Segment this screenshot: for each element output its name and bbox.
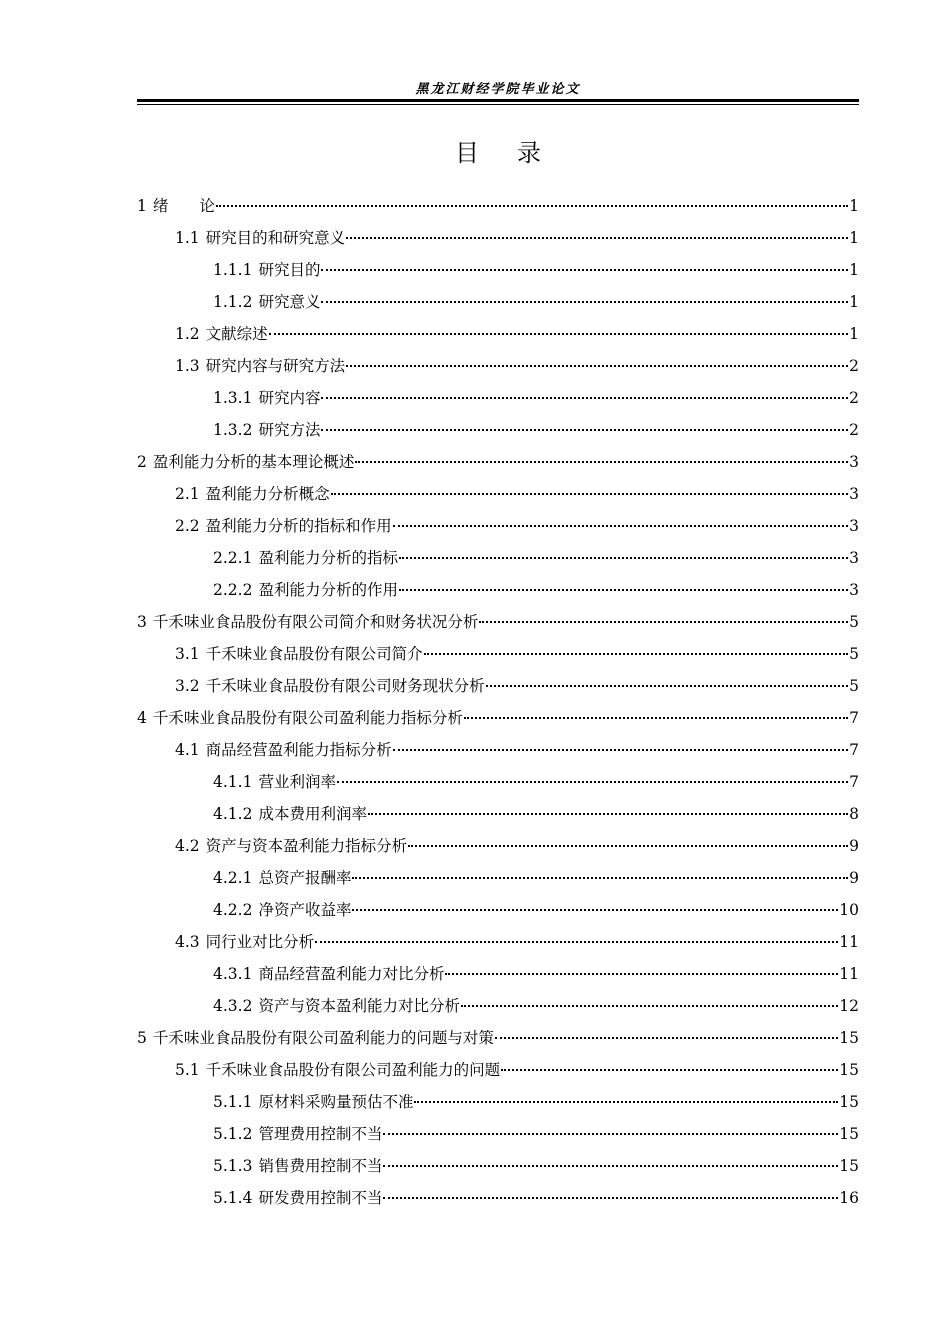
- toc-entry-page: 1: [849, 197, 859, 215]
- toc-entry-title: 盈利能力分析的指标和作用: [205, 517, 392, 535]
- toc-entry-text: [137, 702, 463, 734]
- toc-entry-text: [213, 958, 444, 990]
- toc-entry-number: 1.1: [175, 229, 200, 247]
- toc-entry[interactable]: [137, 638, 859, 670]
- toc-entry-number: 5.1.1: [213, 1093, 253, 1111]
- toc-dot-leader: [424, 652, 848, 655]
- toc-entry-page: 3: [849, 581, 859, 599]
- toc-entry-number: 3: [137, 613, 147, 631]
- toc-entry[interactable]: [137, 862, 859, 894]
- toc-entry-page: 5: [849, 613, 859, 631]
- toc-entry-number: 5.1.4: [213, 1189, 253, 1207]
- toc-entry-page: 15: [839, 1125, 859, 1143]
- toc-dot-leader: [501, 1068, 838, 1071]
- toc-dot-leader: [383, 1196, 838, 1199]
- toc-entry[interactable]: [137, 926, 859, 958]
- toc-entry-title: 净资产收益率: [258, 901, 352, 919]
- toc-entry-number: 1.1.2: [213, 293, 253, 311]
- toc-entry[interactable]: [137, 1182, 859, 1214]
- toc-entry-page: 11: [839, 965, 859, 983]
- toc-entry[interactable]: [137, 766, 859, 798]
- toc-entry-number: 4.3: [175, 933, 200, 951]
- toc-entry-title: 文献综述: [205, 325, 268, 343]
- toc-entry-page: 3: [849, 517, 859, 535]
- toc-dot-leader: [368, 812, 848, 815]
- toc-dot-leader: [479, 620, 848, 623]
- toc-entry[interactable]: [137, 414, 859, 446]
- toc-dot-leader: [346, 364, 848, 367]
- toc-entry-text: [213, 1118, 382, 1150]
- toc-entry[interactable]: [137, 478, 859, 510]
- toc-entry-page: 15: [839, 1157, 859, 1175]
- toc-entry-title: 销售费用控制不当: [258, 1157, 383, 1175]
- toc-entry-title: 研究方法: [258, 421, 321, 439]
- toc-dot-leader: [393, 748, 848, 751]
- toc-entry-page: 2: [849, 357, 859, 375]
- toc-entry-number: 4.1.1: [213, 773, 253, 791]
- toc-entry-number: 2: [137, 453, 147, 471]
- toc-entry-text: [213, 286, 320, 318]
- toc-dot-leader: [321, 300, 848, 303]
- toc-entry-text: [175, 734, 392, 766]
- toc-entry-title: 研究意义: [258, 293, 321, 311]
- toc-entry[interactable]: [137, 734, 859, 766]
- toc-entry[interactable]: [137, 1054, 859, 1086]
- toc-entry-number: 1.2: [175, 325, 200, 343]
- toc-entry[interactable]: [137, 1150, 859, 1182]
- toc-entry-number: 1.1.1: [213, 261, 253, 279]
- toc-entry-number: 1.3.2: [213, 421, 253, 439]
- toc-entry-text: [175, 350, 345, 382]
- toc-entry[interactable]: [137, 542, 859, 574]
- toc-entry[interactable]: [137, 254, 859, 286]
- toc-dot-leader: [399, 588, 848, 591]
- toc-entry-page: 7: [849, 773, 859, 791]
- toc-entry-title: 千禾味业食品股份有限公司财务现状分析: [205, 677, 485, 695]
- toc-dot-leader: [408, 844, 848, 847]
- toc-entry-text: [213, 1182, 382, 1214]
- toc-entry-page: 3: [849, 453, 859, 471]
- toc-entry-title: 盈利能力分析的指标: [258, 549, 398, 567]
- toc-entry-text: [175, 1054, 500, 1086]
- toc-entry-page: 9: [849, 837, 859, 855]
- toc-entry-title: 研究目的和研究意义: [205, 229, 346, 247]
- toc-entry-number: 4.3.2: [213, 997, 253, 1015]
- toc-entry[interactable]: [137, 958, 859, 990]
- toc-entry-page: 3: [849, 549, 859, 567]
- toc-entry-page: 8: [849, 805, 859, 823]
- toc-entry-title: 绪 论: [152, 197, 215, 215]
- toc-entry-text: [175, 638, 423, 670]
- toc-entry-page: 2: [849, 389, 859, 407]
- toc-entry-number: 5.1: [175, 1061, 200, 1079]
- toc-entry-title: 总资产报酬率: [258, 869, 352, 887]
- toc-entry-text: [137, 1022, 494, 1054]
- toc-entry-page: 1: [849, 293, 859, 311]
- toc-entry-number: 4.3.1: [213, 965, 253, 983]
- toc-entry-title: 研究内容与研究方法: [205, 357, 346, 375]
- toc-entry[interactable]: [137, 446, 859, 478]
- running-header: 黑龙江财经学院毕业论文: [415, 82, 581, 97]
- toc-entry-number: 4.2: [175, 837, 200, 855]
- toc-entry-page: 3: [849, 485, 859, 503]
- toc-dot-leader: [383, 1164, 838, 1167]
- toc-entry-page: 2: [849, 421, 859, 439]
- toc-entry-text: [213, 798, 367, 830]
- toc-entry-title: 盈利能力分析的作用: [258, 581, 398, 599]
- toc-entry-page: 12: [839, 997, 859, 1015]
- toc-entry-page: 15: [839, 1093, 859, 1111]
- toc-entry-text: [213, 990, 460, 1022]
- toc-entry-text: [213, 414, 320, 446]
- toc-entry-title: 资产与资本盈利能力指标分析: [205, 837, 408, 855]
- toc-entry[interactable]: [137, 222, 859, 254]
- toc-entry[interactable]: [137, 350, 859, 382]
- toc-entry-page: 5: [849, 645, 859, 663]
- toc-entry-text: [137, 606, 478, 638]
- toc-entry-text: [175, 510, 392, 542]
- toc-entry-title: 商品经营盈利能力指标分析: [205, 741, 392, 759]
- toc-entry-title: 研究内容: [258, 389, 321, 407]
- toc-entry-text: [137, 446, 354, 478]
- toc-entry-page: 1: [849, 229, 859, 247]
- table-of-contents: [137, 190, 859, 1214]
- toc-entry-number: 5: [137, 1029, 147, 1047]
- toc-dot-leader: [352, 908, 838, 911]
- toc-entry-title: 研发费用控制不当: [258, 1189, 383, 1207]
- toc-entry-page: 10: [839, 901, 859, 919]
- toc-entry-number: 4.1: [175, 741, 200, 759]
- toc-entry-title: 千禾味业食品股份有限公司盈利能力的问题与对策: [152, 1029, 494, 1047]
- toc-entry-number: 1.3.1: [213, 389, 253, 407]
- toc-entry[interactable]: [137, 1022, 859, 1054]
- toc-entry[interactable]: [137, 606, 859, 638]
- toc-entry[interactable]: [137, 286, 859, 318]
- toc-entry-text: [213, 1150, 382, 1182]
- toc-entry-title: 同行业对比分析: [205, 933, 315, 951]
- toc-entry-title: 千禾味业食品股份有限公司简介和财务状况分析: [152, 613, 479, 631]
- toc-entry-number: 3.2: [175, 677, 200, 695]
- toc-entry-page: 1: [849, 325, 859, 343]
- toc-entry-text: [175, 222, 345, 254]
- toc-dot-leader: [464, 716, 848, 719]
- toc-entry-page: 15: [839, 1029, 859, 1047]
- toc-entry-page: 11: [839, 933, 859, 951]
- toc-entry-page: 1: [849, 261, 859, 279]
- toc-entry[interactable]: [137, 1086, 859, 1118]
- toc-entry-title: 营业利润率: [258, 773, 336, 791]
- toc-entry[interactable]: [137, 670, 859, 702]
- toc-entry-number: 3.1: [175, 645, 200, 663]
- toc-entry-number: 5.1.2: [213, 1125, 253, 1143]
- toc-entry-number: 2.1: [175, 485, 200, 503]
- toc-entry-number: 2.2: [175, 517, 200, 535]
- toc-dot-leader: [495, 1036, 838, 1039]
- toc-dot-leader: [216, 204, 848, 207]
- header-rule-thick: [137, 99, 859, 102]
- toc-entry-page: 16: [839, 1189, 859, 1207]
- toc-dot-leader: [269, 332, 848, 335]
- toc-entry-title: 商品经营盈利能力对比分析: [258, 965, 445, 983]
- toc-entry-title: 盈利能力分析的基本理论概述: [152, 453, 355, 471]
- toc-entry-number: 4.2.1: [213, 869, 253, 887]
- toc-entry-text: [213, 254, 320, 286]
- toc-entry-text: [213, 766, 336, 798]
- toc-entry-text: [137, 190, 215, 222]
- toc-entry-text: [213, 862, 351, 894]
- toc-entry-title: 管理费用控制不当: [258, 1125, 383, 1143]
- toc-entry[interactable]: [137, 382, 859, 414]
- toc-dot-leader: [414, 1100, 838, 1103]
- toc-entry-text: [213, 382, 320, 414]
- toc-entry[interactable]: [137, 830, 859, 862]
- toc-entry-text: [175, 670, 485, 702]
- toc-entry-number: 1.3: [175, 357, 200, 375]
- toc-dot-leader: [352, 876, 848, 879]
- toc-entry-text: [213, 574, 398, 606]
- toc-entry-number: 1: [137, 197, 147, 215]
- toc-entry-title: 资产与资本盈利能力对比分析: [258, 997, 460, 1015]
- toc-entry[interactable]: [137, 510, 859, 542]
- toc-entry-number: 4: [137, 709, 147, 727]
- toc-dot-leader: [321, 428, 848, 431]
- toc-entry-page: 15: [839, 1061, 859, 1079]
- toc-dot-leader: [321, 268, 848, 271]
- toc-dot-leader: [445, 972, 838, 975]
- toc-entry-title: 千禾味业食品股份有限公司简介: [205, 645, 423, 663]
- toc-entry-page: 9: [849, 869, 859, 887]
- toc-entry-text: [213, 894, 351, 926]
- toc-entry-text: [175, 926, 314, 958]
- toc-dot-leader: [355, 460, 848, 463]
- toc-entry-title: 盈利能力分析概念: [205, 485, 330, 503]
- toc-entry[interactable]: [137, 574, 859, 606]
- toc-entry[interactable]: [137, 318, 859, 350]
- header-rule-thin: [137, 104, 859, 105]
- toc-entry-number: 4.2.2: [213, 901, 253, 919]
- toc-entry-page: 5: [849, 677, 859, 695]
- toc-entry-number: 5.1.3: [213, 1157, 253, 1175]
- toc-entry-number: 2.2.2: [213, 581, 253, 599]
- toc-title: 目录: [455, 139, 579, 167]
- toc-entry[interactable]: [137, 190, 859, 222]
- toc-entry-title: 成本费用利润率: [258, 805, 367, 823]
- toc-dot-leader: [399, 556, 848, 559]
- toc-entry-title: 千禾味业食品股份有限公司盈利能力指标分析: [152, 709, 463, 727]
- toc-dot-leader: [321, 396, 848, 399]
- toc-entry-page: 7: [849, 709, 859, 727]
- toc-entry-text: [213, 542, 398, 574]
- toc-dot-leader: [346, 236, 848, 239]
- toc-entry[interactable]: [137, 702, 859, 734]
- toc-dot-leader: [461, 1004, 838, 1007]
- toc-entry-text: [213, 1086, 413, 1118]
- toc-entry-text: [175, 478, 330, 510]
- toc-dot-leader: [337, 780, 848, 783]
- toc-dot-leader: [331, 492, 848, 495]
- toc-entry[interactable]: [137, 1118, 859, 1150]
- toc-dot-leader: [315, 940, 838, 943]
- toc-entry-title: 原材料采购量预估不准: [258, 1093, 414, 1111]
- toc-entry-number: 4.1.2: [213, 805, 253, 823]
- toc-entry-page: 7: [849, 741, 859, 759]
- toc-entry[interactable]: [137, 894, 859, 926]
- toc-entry-number: 2.2.1: [213, 549, 253, 567]
- toc-entry-text: [175, 830, 407, 862]
- toc-entry[interactable]: [137, 990, 859, 1022]
- toc-dot-leader: [383, 1132, 838, 1135]
- toc-entry[interactable]: [137, 798, 859, 830]
- toc-dot-leader: [393, 524, 848, 527]
- toc-entry-text: [175, 318, 268, 350]
- toc-entry-title: 研究目的: [258, 261, 321, 279]
- toc-dot-leader: [486, 684, 848, 687]
- toc-entry-title: 千禾味业食品股份有限公司盈利能力的问题: [205, 1061, 501, 1079]
